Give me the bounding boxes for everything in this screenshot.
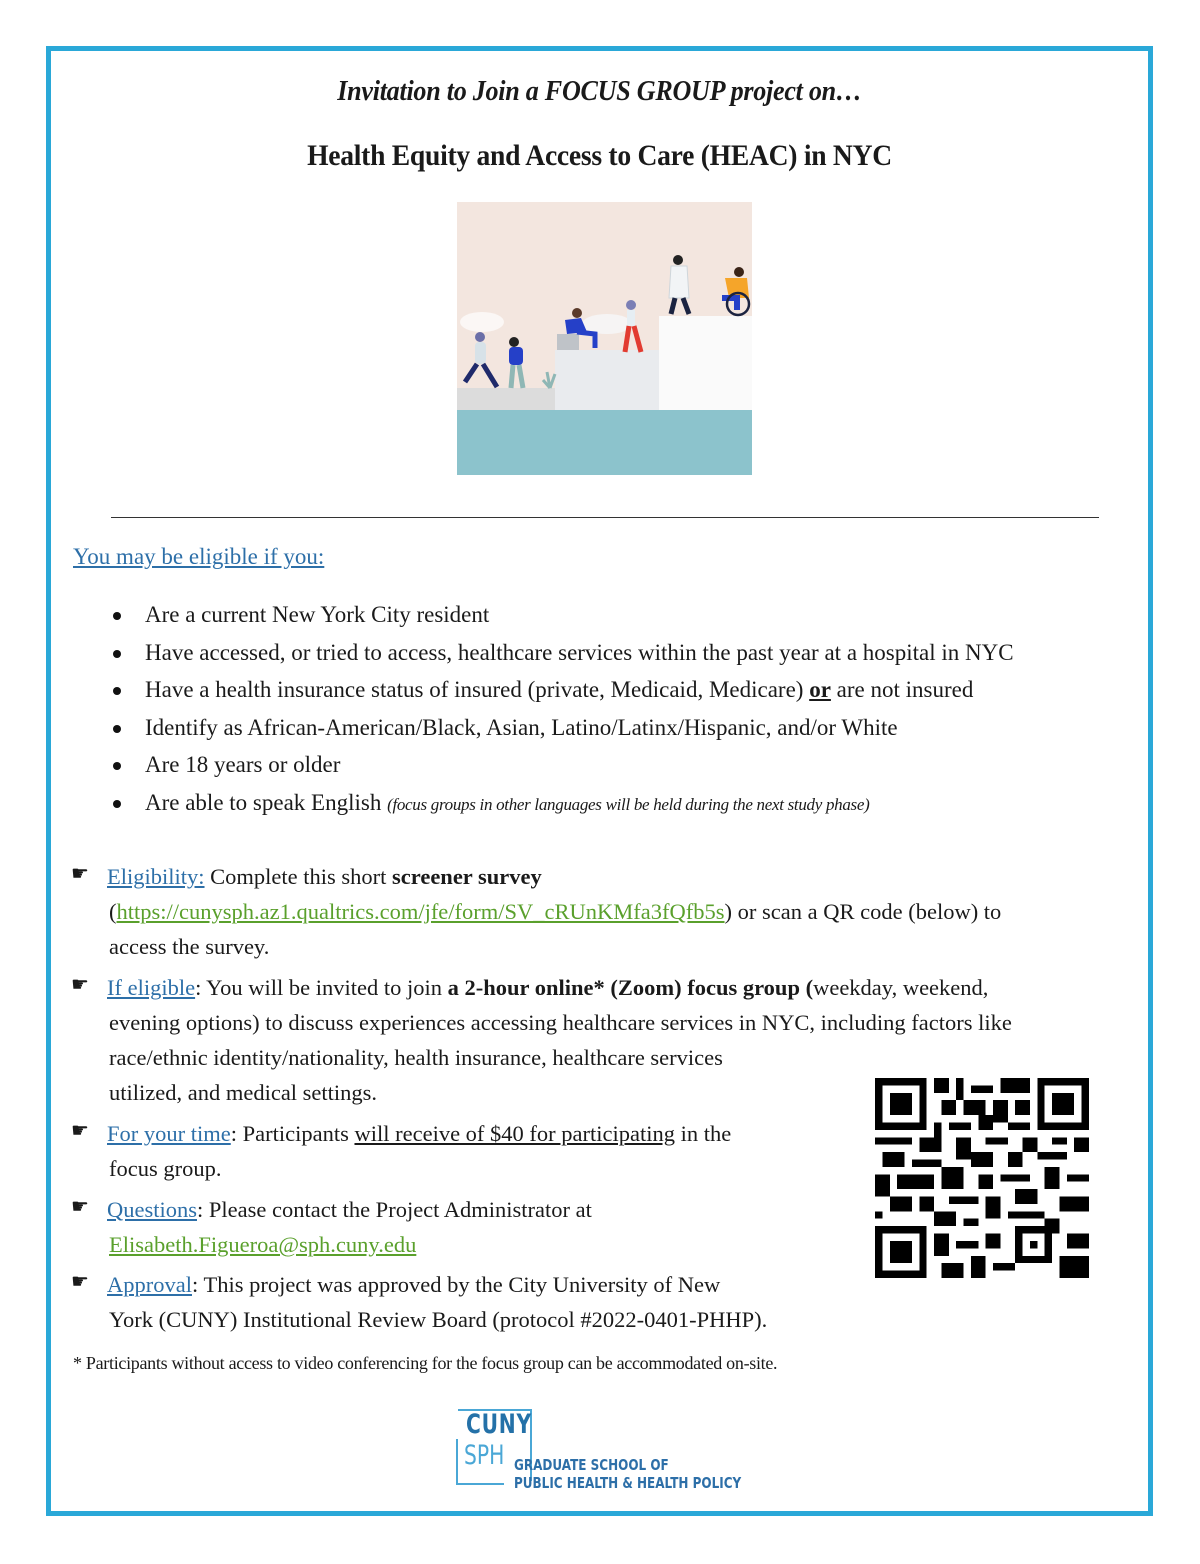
logo-school-name: GRADUATE SCHOOL OF PUBLIC HEALTH & HEALTH POLICY <box>514 1456 742 1492</box>
approval-label[interactable]: Approval <box>107 1272 192 1297</box>
survey-link[interactable]: https://cunysph.az1.qualtrics.com/jfe/form/SV_cRUnKMfa3fQfb5s <box>116 899 725 924</box>
pointing-hand-icon: ☛ <box>71 1196 89 1218</box>
language-note: (focus groups in other languages will be held during the next study phase) <box>387 794 870 814</box>
contact-email-link[interactable]: Elisabeth.Figueroa@sph.cuny.edu <box>109 1232 417 1257</box>
list-item: Are able to speak English (focus groups in other languages will be held during the next study phase) <box>109 784 1014 822</box>
list-item: Are 18 years or older <box>109 746 1014 784</box>
cuny-sph-logo <box>458 1409 778 1499</box>
pointing-hand-icon: ☛ <box>71 974 89 996</box>
eligibility-heading[interactable]: You may be eligible if you: <box>73 544 325 569</box>
eligibility-label[interactable]: Eligibility: <box>107 864 205 889</box>
list-item: Are a current New York City resident <box>109 596 1014 634</box>
logo-cuny: CUNY <box>466 1409 532 1440</box>
if-eligible-label[interactable]: If eligible <box>107 975 196 1000</box>
pointing-hand-icon: ☛ <box>71 1120 89 1142</box>
compensation-text: will receive of $40 for participating <box>354 1121 675 1146</box>
section-eligibility: ☛ Eligibility: Complete this short screener survey (https://cunysph.az1.qualtrics.com/jfe/form/SV_cRUnKMfa3fQfb5s) or scan a QR code (below) to access the survey. <box>71 859 1131 964</box>
logo-sph: SPH <box>464 1440 505 1471</box>
flyer-frame <box>46 46 1153 1516</box>
pointing-hand-icon: ☛ <box>71 1271 89 1293</box>
section-for-your-time: ☛ For your time: Participants will receive of $40 for participating in the focus group. <box>71 1116 831 1186</box>
questions-label[interactable]: Questions <box>107 1197 197 1222</box>
section-approval: ☛ Approval: This project was approved by the City University of New York (CUNY) Institutional Review Board (protocol #2022-0401-PHHP). <box>71 1267 891 1337</box>
emphasis-or: or <box>809 677 831 702</box>
list-item: Identify as African-American/Black, Asian, Latino/Latinx/Hispanic, and/or White <box>109 709 1014 747</box>
for-your-time-label[interactable]: For your time <box>107 1121 231 1146</box>
invitation-heading: Invitation to Join a FOCUS GROUP project on… <box>337 75 862 107</box>
criteria-list <box>109 596 1014 821</box>
footnote: * Participants without access to video conferencing for the focus group can be accommodated on-site. <box>73 1353 778 1373</box>
pointing-hand-icon: ☛ <box>71 863 89 885</box>
list-item: Have a health insurance status of insured (private, Medicaid, Medicare) or are not insured <box>109 671 1014 709</box>
people-stairs-illustration-icon <box>457 202 752 475</box>
list-item: Have accessed, or tried to access, healthcare services within the past year at a hospital in NYC <box>109 634 1014 672</box>
qr-code[interactable] <box>875 1078 1089 1278</box>
qr-code-icon <box>875 1078 1089 1278</box>
illustration-image <box>457 202 752 475</box>
section-if-eligible: ☛ If eligible: You will be invited to join a 2-hour online* (Zoom) focus group (weekday, weekend, evening options) to discuss experiences accessing healthcare services in NYC, including factors like race/ethnic identity/nationality, health insurance, healthcare services utilized, and medical settings. <box>71 970 1131 1110</box>
section-questions: ☛ Questions: Please contact the Project Administrator at Elisabeth.Figueroa@sph.cuny.edu <box>71 1192 831 1262</box>
divider <box>111 517 1099 518</box>
page-title: Health Equity and Access to Care (HEAC) in NYC <box>307 139 892 172</box>
